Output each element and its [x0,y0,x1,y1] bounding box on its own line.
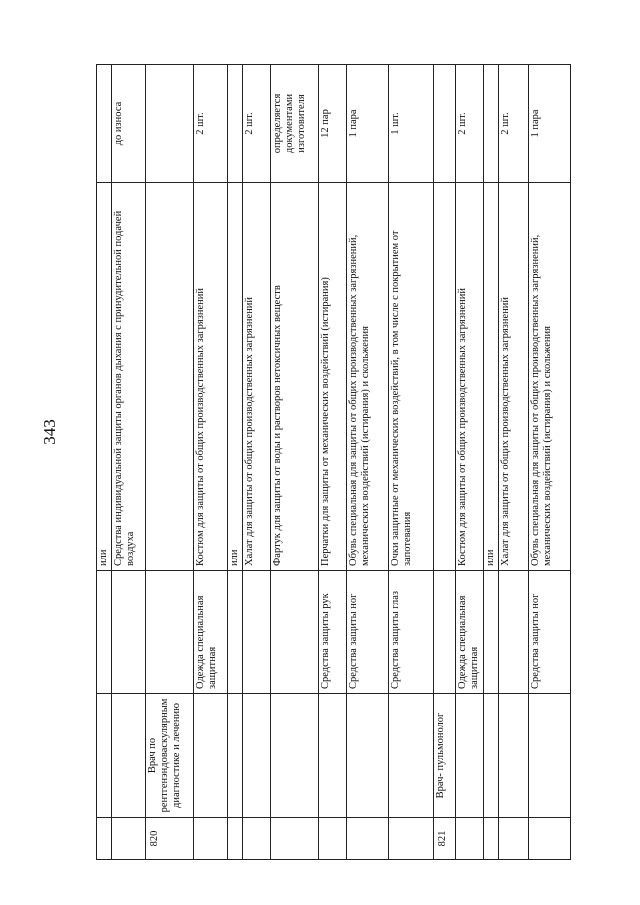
item-cell: или [484,183,499,571]
table-row [456,65,484,860]
profession-cell [97,694,112,818]
table-row [243,65,271,860]
table-row [484,65,499,860]
profession-cell [243,694,271,818]
norm-cell [434,65,456,183]
profession-cell [271,694,319,818]
item-cell: Перчатки для защиты от механических воздействий (истирания) [319,183,347,571]
profession-cell [456,694,484,818]
norm-cell: 2 шт. [456,65,484,183]
row-number [529,818,571,860]
category-cell [243,571,271,694]
table-row [434,65,456,860]
category-cell [97,571,112,694]
table-row [529,65,571,860]
row-number [97,818,112,860]
row-number [271,818,319,860]
profession-cell [484,694,499,818]
profession-cell [319,694,347,818]
table-row [347,65,389,860]
item-cell: Очки защитные от механических воздействий, в том числе с покрытием от запотевания [389,183,434,571]
category-cell [228,571,243,694]
row-number [228,818,243,860]
profession-cell [389,694,434,818]
table-row [271,65,319,860]
category-cell [146,571,194,694]
category-cell [484,571,499,694]
category-cell: Средства защиты глаз [389,571,434,694]
rotated-table-container [96,65,553,860]
category-cell: Средства защиты рук [319,571,347,694]
profession-cell [347,694,389,818]
profession-cell [112,694,146,818]
row-number [319,818,347,860]
item-cell [434,183,456,571]
row-number [389,818,434,860]
page-number: 343 [40,419,59,445]
table-row [389,65,434,860]
item-cell: Костюм для защиты от общих производственных загрязнений [194,183,228,571]
table-row [228,65,243,860]
row-number [499,818,529,860]
row-number [243,818,271,860]
category-cell [112,571,146,694]
item-cell: Халат для защиты от общих производственных загрязнений [243,183,271,571]
row-number: 821 [434,818,456,860]
norm-cell: определяется документами изготовителя [271,65,319,183]
item-cell: Обувь специальная для защиты от общих производственных загрязнений, механических воздействий (истирания) и скольжения [529,183,571,571]
category-cell: Средства защиты ног [529,571,571,694]
category-cell [434,571,456,694]
norm-cell: до износа [112,65,146,183]
norm-cell: 2 шт. [194,65,228,183]
category-cell: Средства защиты ног [347,571,389,694]
item-cell: Обувь специальная для защиты от общих производственных загрязнений, механических воздействий (истирания) и скольжения [347,183,389,571]
norm-cell [97,65,112,183]
profession-cell: Врач- пульмонолог [434,694,456,818]
item-cell: или [228,183,243,571]
norm-cell: 2 шт. [499,65,529,183]
table-row [194,65,228,860]
row-number [112,818,146,860]
norm-cell [484,65,499,183]
norm-cell: 1 шт. [389,65,434,183]
norm-cell [228,65,243,183]
table-row [146,65,194,860]
profession-cell: Врач по рентгенэндоваскулярным диагностике и лечению [146,694,194,818]
item-cell: Костюм для защиты от общих производственных загрязнений [456,183,484,571]
table-row [319,65,347,860]
table-row [112,65,146,860]
category-cell: Одежда специальная защитная [456,571,484,694]
table-row [499,65,529,860]
profession-cell [499,694,529,818]
category-cell [499,571,529,694]
table-row [97,65,112,860]
norm-cell: 12 пар [319,65,347,183]
norm-cell: 2 шт. [243,65,271,183]
row-number [347,818,389,860]
profession-cell [228,694,243,818]
row-number [456,818,484,860]
profession-cell [194,694,228,818]
category-cell: Одежда специальная защитная [194,571,228,694]
item-cell: Средства индивидуальной защиты органов дыхания с принудительной подачей воздуха [112,183,146,571]
row-number: 820 [146,818,194,860]
item-cell [146,183,194,571]
norm-cell: 1 пара [347,65,389,183]
norm-cell: 1 пара [529,65,571,183]
profession-cell [529,694,571,818]
row-number [194,818,228,860]
norm-cell [146,65,194,183]
norms-table [96,64,571,860]
category-cell [271,571,319,694]
row-number [484,818,499,860]
item-cell: Халат для защиты от общих производственных загрязнений [499,183,529,571]
item-cell: или [97,183,112,571]
item-cell: Фартук для защиты от воды и растворов нетоксичных веществ [271,183,319,571]
